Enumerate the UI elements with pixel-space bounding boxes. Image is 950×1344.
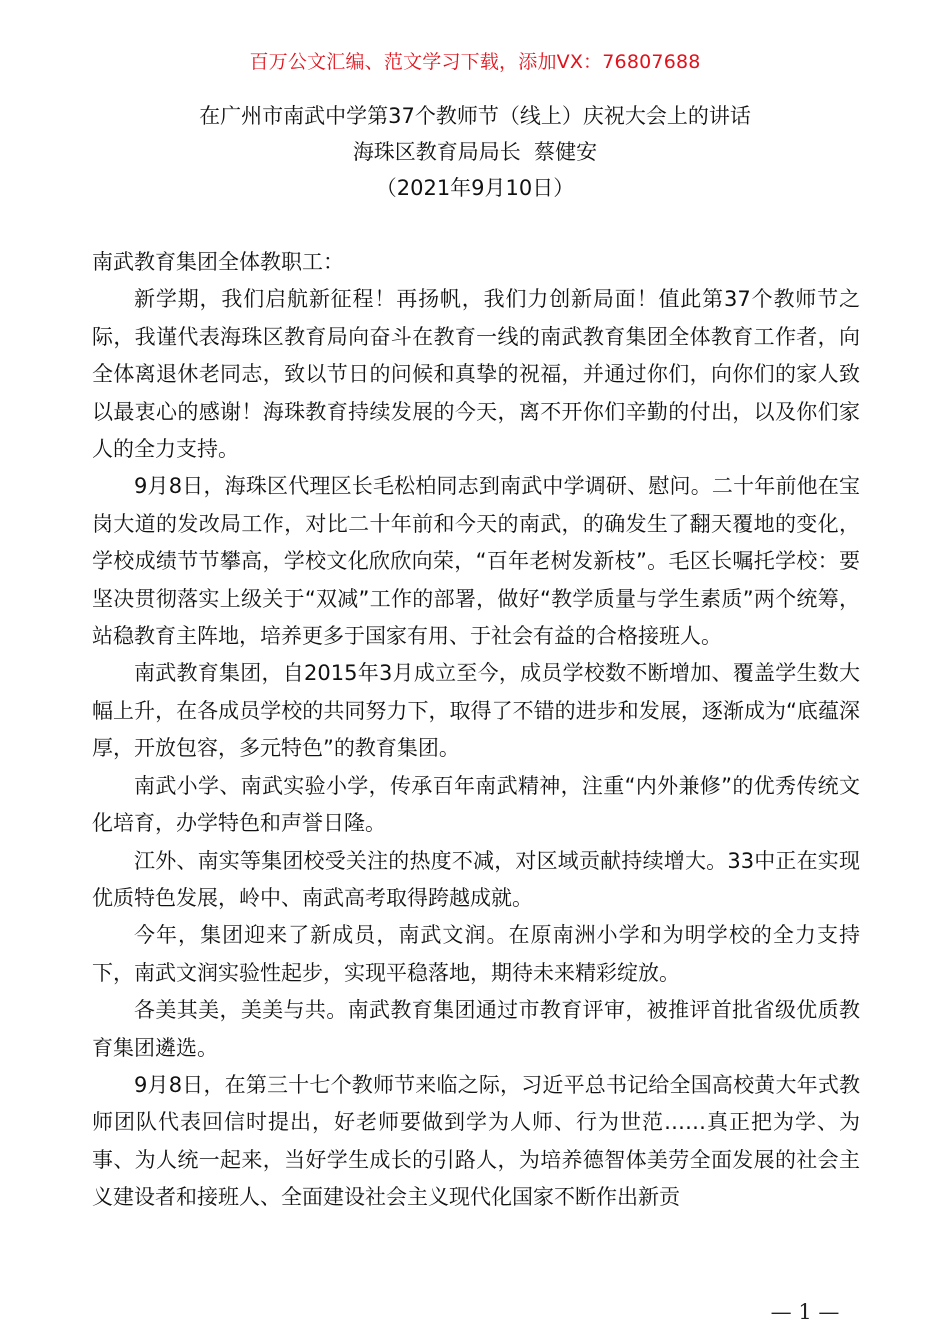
salutation: 南武教育集团全体教职工： <box>92 250 344 274</box>
speaker-line: 海珠区教育局局长 蔡健安 <box>352 140 598 164</box>
paragraph-1: 新学期，我们启航新征程！再扬帆，我们力创新局面！值此第37个教师节之际，我谨代表海珠区教育局向奋斗在教育一线的南武教育集团全体教育工作者，向全体离退休老同志，致以节日的问候和真挚的祝福，并通过你们，向你们的家人致以最衷心的感谢！海珠教育持续发展的今天，离不开你们辛勤的付出，以及你们家人的全力支持。 <box>92 287 860 462</box>
paragraph-7: 各美其美，美美与共。南武教育集团通过市教育评审，被推评首批省级优质教育集团遴选。 <box>92 998 860 1060</box>
paragraph-5: 江外、南实等集团校受关注的热度不减，对区域贡献持续增大。33中正在实现优质特色发展，岭中、南武高考取得跨越成就。 <box>92 848 860 910</box>
page-number: — 1 — <box>770 1300 840 1324</box>
paragraph-3: 南武教育集团，自2015年3月成立至今，成员学校数不断增加、覆盖学生数大幅上升，在各成员学校的共同努力下，取得了不错的进步和发展，逐渐成为“底蕴深厚，开放包容，多元特色”的教育集团。 <box>92 661 860 761</box>
paragraph-2: 9月8日，海珠区代理区长毛松柏同志到南武中学调研、慰问。二十年前他在宝岗大道的发改局工作，对比二十年前和今天的南武，的确发生了翻天覆地的变化，学校成绩节节攀高，学校文化欣欣向荣，“百年老树发新枝”。毛区长嘱托学校：要坚决贯彻落实上级关于“双减”工作的部署，做好“教学质量与学生素质”两个统筹，站稳教育主阵地，培养更多于国家有用、于社会有益的合格接班人。 <box>92 474 860 649</box>
paragraph-8: 9月8日，在第三十七个教师节来临之际，习近平总书记给全国高校黄大年式教师团队代表回信时提出，好老师要做到学为人师、行为世范……真正把为学、为事、为人统一起来，当好学生成长的引路人，为培养德智体美劳全面发展的社会主义建设者和接班人、全面建设社会主义现代化国家不断作出新贡 <box>92 1072 860 1210</box>
speech-body <box>92 244 860 1217</box>
speech-date: （2021年9月10日） <box>375 176 575 200</box>
speech-title: 在广州市南武中学第37个教师节（线上）庆祝大会上的讲话 <box>199 104 751 128</box>
paragraph-4: 南武小学、南武实验小学，传承百年南武精神，注重“内外兼修”的优秀传统文化培育，办学特色和声誉日隆。 <box>92 773 860 836</box>
paragraph-6: 今年，集团迎来了新成员，南武文润。在原南洲小学和为明学校的全力支持下，南武文润实验性起步，实现平稳落地，期待未来精彩绽放。 <box>92 923 860 985</box>
header-watermark-note: 百万公文汇编、范文学习下载，添加VX：76807688 <box>249 51 701 73</box>
speech-title-block <box>0 98 950 206</box>
